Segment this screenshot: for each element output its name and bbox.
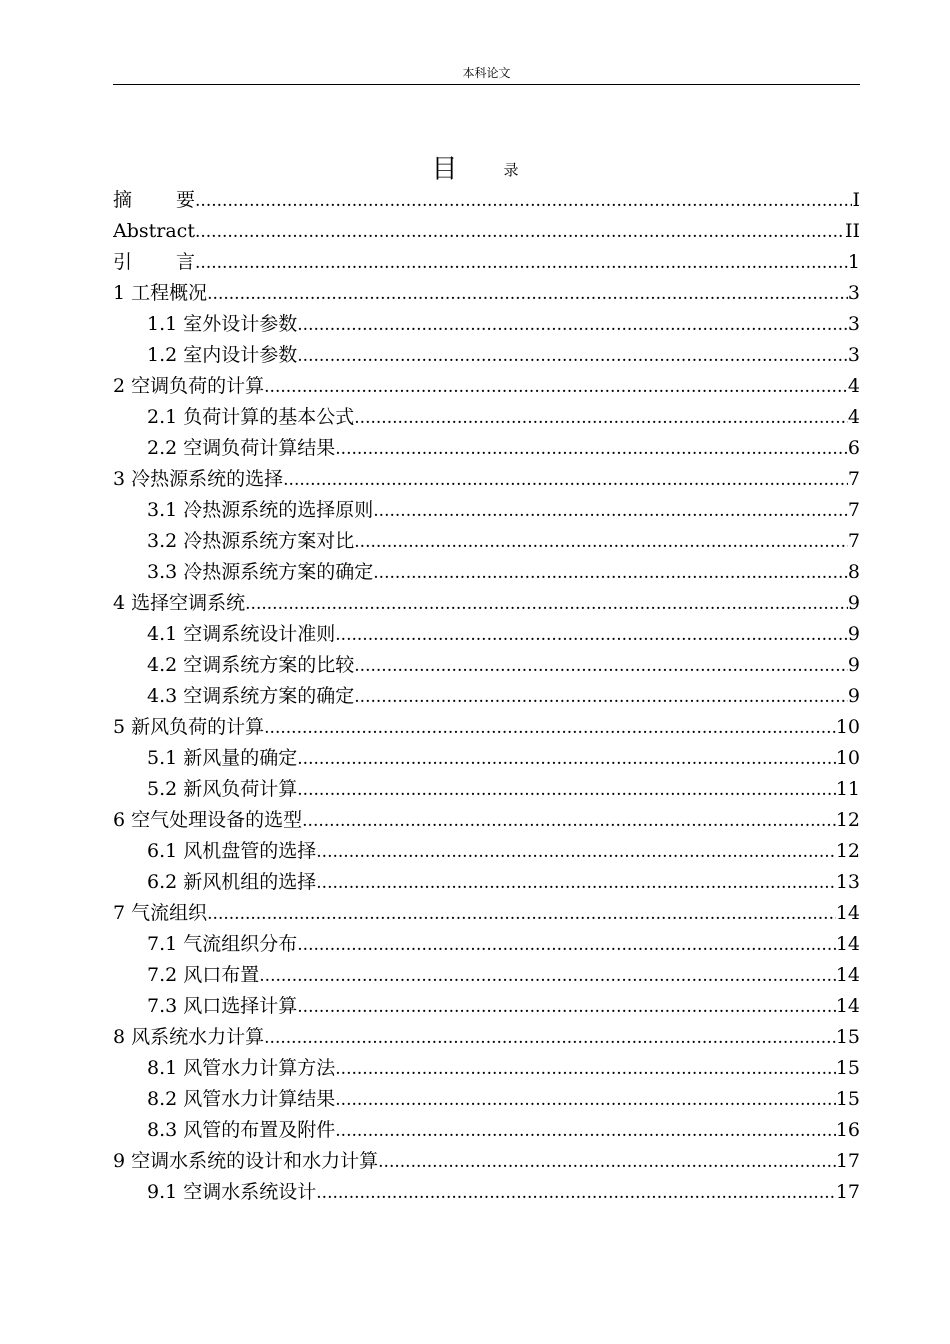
toc-entry-label: 3.1 冷热源系统的选择原则 [147,499,374,521]
toc-entry-label: 2 空调负荷的计算 [113,375,265,397]
toc-dot-leader [373,496,848,526]
toc-entry-page: 3 [847,282,860,304]
toc-entry-label: 9.1 空调水系统设计 [147,1181,317,1203]
toc-entry[interactable] [113,712,860,743]
toc-dot-leader [316,837,836,867]
toc-dot-leader [195,217,845,247]
toc-dot-leader [283,465,848,495]
toc-entry-label: 4.2 空调系统方案的比较 [147,654,355,676]
toc-entry-label: 8.3 风管的布置及附件 [147,1119,336,1141]
toc-entry-label: 4.1 空调系统设计准则 [147,623,336,645]
toc-dot-leader [302,806,836,836]
toc-entry-label: Abstract [113,220,195,242]
toc-entry-page: 14 [835,964,860,986]
toc-entry-label: 7.1 气流组织分布 [147,933,298,955]
toc-entry[interactable] [113,1053,860,1084]
toc-entry-page: 9 [847,592,860,614]
toc-dot-leader [297,992,836,1022]
toc-dot-leader [245,589,848,619]
toc-entry-label: 8.2 风管水力计算结果 [147,1088,336,1110]
toc-entry-page: 1 [847,251,860,273]
toc-entry-page: 17 [835,1181,860,1203]
toc-entry-label: 7 气流组织 [113,902,208,924]
toc-dot-leader [335,1054,836,1084]
toc-entry-label: 1.1 室外设计参数 [147,313,298,335]
toc-entry-label: 7.2 风口布置 [147,964,260,986]
toc-entry[interactable] [113,1084,860,1115]
toc-entry[interactable] [113,278,860,309]
toc-entry-page: 9 [847,623,860,645]
toc-dot-leader [335,1085,836,1115]
toc-entry-label: 5.1 新风量的确定 [147,747,298,769]
toc-dot-leader [207,899,836,929]
toc-entry-label: 3 冷热源系统的选择 [113,468,284,490]
toc-dot-leader [316,868,836,898]
toc-entry[interactable] [113,247,860,278]
page-header [113,62,860,85]
toc-dot-leader [207,279,848,309]
toc-dot-leader [297,744,836,774]
toc-dot-leader [297,310,848,340]
toc-dot-leader [354,527,848,557]
toc-dot-leader [316,1178,836,1208]
toc-entry[interactable] [113,867,860,898]
toc-entry-label: 3.3 冷热源系统方案的确定 [147,561,374,583]
toc-entry[interactable] [113,650,860,681]
toc-entry[interactable] [113,557,860,588]
toc-entry-page: 4 [847,406,860,428]
toc-entry-page: 3 [847,344,860,366]
toc-entry[interactable] [113,1177,860,1208]
toc-entry[interactable] [113,929,860,960]
toc-entry[interactable] [113,898,860,929]
toc-entry[interactable] [113,991,860,1022]
toc-entry-page: 12 [835,809,860,831]
toc-entry[interactable] [113,464,860,495]
toc-dot-leader [264,1023,836,1053]
toc-dot-leader [335,434,848,464]
toc-dot-leader [354,403,848,433]
toc-entry[interactable] [113,1022,860,1053]
toc-entry[interactable] [113,309,860,340]
toc-entry-label: 7.3 风口选择计算 [147,995,298,1017]
toc-entry[interactable] [113,836,860,867]
toc-dot-leader [354,651,848,681]
toc-entry-label: 2.2 空调负荷计算结果 [147,437,336,459]
toc-entry-label: 3.2 冷热源系统方案对比 [147,530,355,552]
toc-entry-label: 6 空气处理设备的选型 [113,809,303,831]
toc-entry-page: 8 [847,561,860,583]
toc-entry-page: 7 [847,468,860,490]
toc-entry-label: 摘要 [113,189,196,211]
toc-entry-page: 14 [835,902,860,924]
toc-entry-page: 9 [847,654,860,676]
toc-entry[interactable] [113,216,860,247]
toc-entry-page: 15 [835,1057,860,1079]
toc-entry[interactable] [113,402,860,433]
toc-dot-leader [259,961,836,991]
toc-dot-leader [335,620,848,650]
toc-entry[interactable] [113,495,860,526]
toc-title-main: 目 [431,154,458,185]
toc-entry[interactable] [113,960,860,991]
table-of-contents [113,185,860,1208]
toc-entry-page: 17 [835,1150,860,1172]
toc-entry-label: 5.2 新风负荷计算 [147,778,298,800]
toc-entry[interactable] [113,1146,860,1177]
toc-entry[interactable] [113,371,860,402]
toc-entry-label: 4.3 空调系统方案的确定 [147,685,355,707]
toc-entry-page: 14 [835,995,860,1017]
toc-entry-page: 11 [835,778,860,800]
toc-entry-label: 6.1 风机盘管的选择 [147,840,317,862]
toc-dot-leader [264,713,836,743]
toc-entry-label: 2.1 负荷计算的基本公式 [147,406,355,428]
toc-dot-leader [264,372,848,402]
toc-entry[interactable] [113,526,860,557]
toc-dot-leader [354,682,848,712]
toc-entry-page: 10 [835,716,860,738]
toc-entry-label: 4 选择空调系统 [113,592,246,614]
toc-entry[interactable] [113,433,860,464]
toc-entry-label: 1.2 室内设计参数 [147,344,298,366]
toc-entry-page: 16 [835,1119,860,1141]
toc-entry-page: 10 [835,747,860,769]
toc-entry-label: 6.2 新风机组的选择 [147,871,317,893]
toc-entry-label: 1 工程概况 [113,282,208,304]
toc-title [0,153,950,186]
toc-entry-page: 9 [847,685,860,707]
toc-title-sub: 录 [503,160,519,179]
toc-entry[interactable] [113,619,860,650]
toc-entry-page: 12 [835,840,860,862]
toc-entry-label: 8.1 风管水力计算方法 [147,1057,336,1079]
toc-entry-page: 4 [847,375,860,397]
toc-entry[interactable] [113,681,860,712]
toc-entry-page: II [844,220,860,242]
toc-entry-page: 7 [847,499,860,521]
toc-entry-label: 9 空调水系统的设计和水力计算 [113,1150,379,1172]
toc-entry-page: 7 [847,530,860,552]
toc-entry-page: 3 [847,313,860,335]
toc-dot-leader [335,1116,836,1146]
toc-dot-leader [297,775,836,805]
toc-entry-label: 8 风系统水力计算 [113,1026,265,1048]
toc-entry[interactable] [113,1115,860,1146]
toc-dot-leader [195,248,848,278]
toc-dot-leader [195,186,852,216]
toc-dot-leader [297,930,836,960]
toc-entry[interactable] [113,340,860,371]
toc-entry-label: 5 新风负荷的计算 [113,716,265,738]
toc-dot-leader [373,558,848,588]
toc-entry-page: 6 [847,437,860,459]
toc-entry-page: I [852,189,860,211]
toc-entry-label: 引言 [113,251,196,273]
toc-entry[interactable] [113,743,860,774]
toc-entry[interactable] [113,774,860,805]
toc-entry-page: 13 [835,871,860,893]
toc-entry[interactable] [113,185,860,216]
toc-dot-leader [378,1147,836,1177]
toc-entry[interactable] [113,805,860,836]
header-text: 本科论文 [462,66,511,80]
toc-dot-leader [297,341,848,371]
toc-entry-page: 15 [835,1026,860,1048]
toc-entry-page: 15 [835,1088,860,1110]
toc-entry[interactable] [113,588,860,619]
toc-entry-page: 14 [835,933,860,955]
